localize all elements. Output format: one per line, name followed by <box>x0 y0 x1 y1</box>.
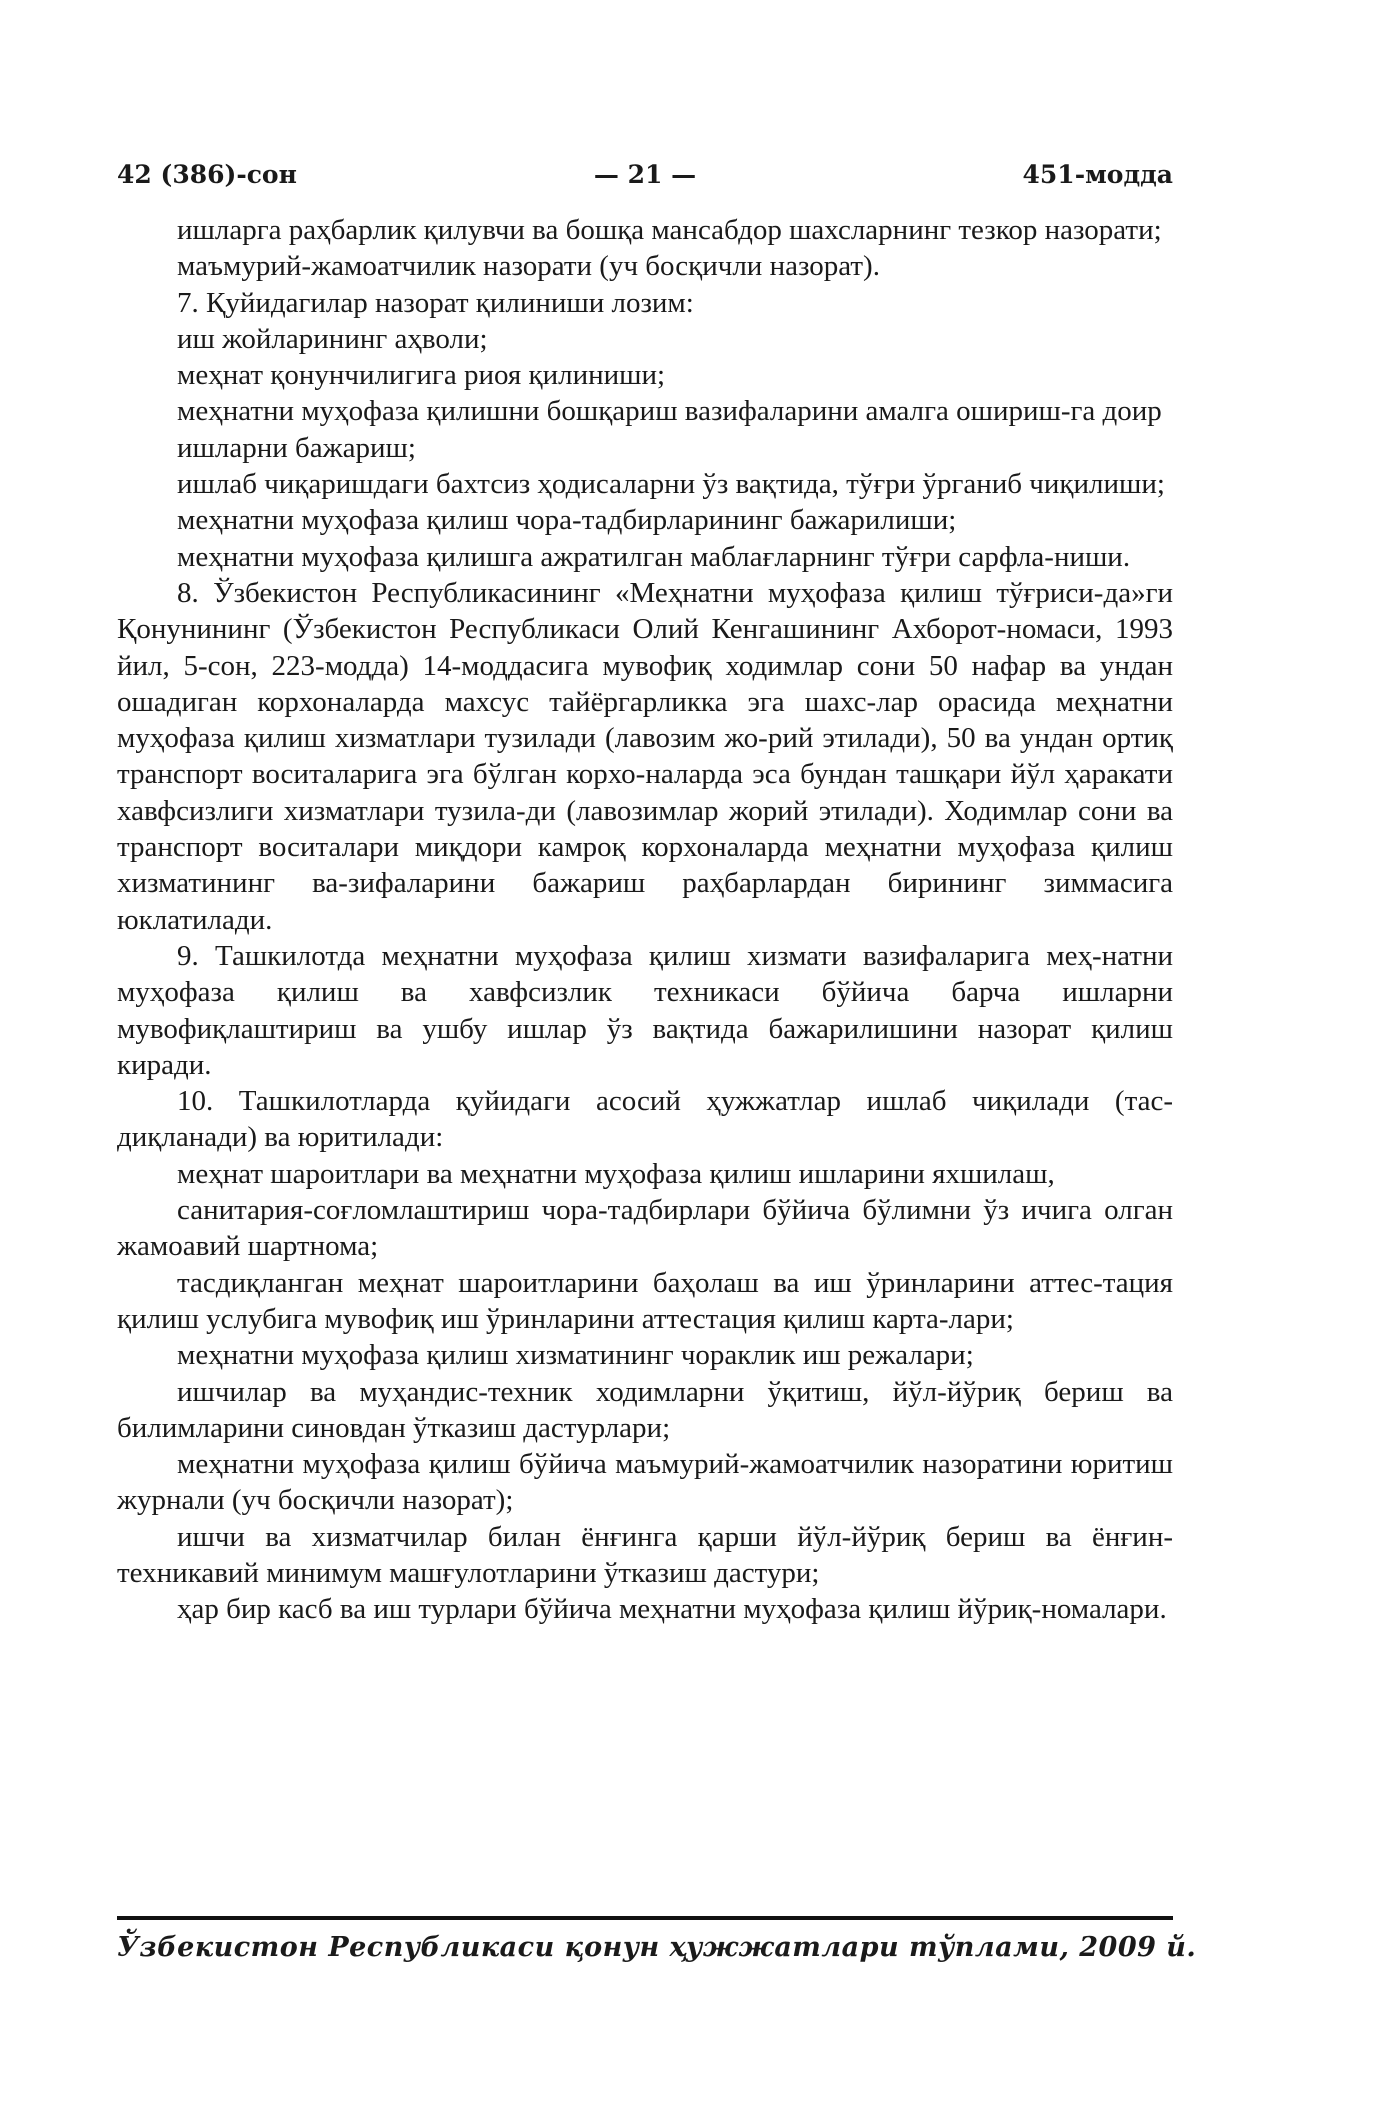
paragraph: тасдиқланган меҳнат шароитларини баҳолаш ва иш ўринларини аттес-тация қилиш услубига мувофиқ иш ўринларини аттестация қилиш карта-лари; <box>117 1266 1173 1335</box>
footer-source: Ўзбекистон Республикаси қонун ҳужжатлари тўплами, 2009 й. <box>117 1932 1197 1963</box>
paragraph: ҳар бир касб ва иш турлари бўйича меҳнатни муҳофаза қилиш йўриқ-номалари. <box>177 1593 1167 1626</box>
paragraph: санитария-соғломлаштириш чора-тадбирлари бўйича бўлимни ўз ичига олган жамоавий шартнома; <box>117 1194 1173 1263</box>
paragraph: меҳнатни муҳофаза қилиш хизматининг чораклик иш режалари; <box>177 1339 974 1372</box>
paragraph: меҳнатни муҳофаза қилишни бошқариш вазифаларини амалга ошириш-га доир <box>177 395 1162 428</box>
paragraph: меҳнат шароитлари ва меҳнатни муҳофаза қилиш ишларини яхшилаш, <box>177 1157 1055 1190</box>
page-header <box>117 160 1173 200</box>
paragraph: меҳнатни муҳофаза қилиш чора-тадбирларининг бажарилиши; <box>177 504 957 537</box>
document-body <box>117 212 1173 1628</box>
paragraph: ишлаб чиқаришдаги бахтсиз ҳодисаларни ўз вақтида, тўғри ўрганиб чиқилиши; <box>177 468 1165 501</box>
paragraph: маъмурий-жамоатчилик назорати (уч босқичли назорат). <box>177 250 880 283</box>
issue-number: 42 (386)-сон <box>117 160 297 189</box>
paragraph: ишчилар ва муҳандис-техник ходимларни ўқитиш, йўл-йўриқ бериш ва билимларини синовдан ўтказиш дастурлари; <box>117 1375 1173 1444</box>
paragraph: меҳнат қонунчилигига риоя қилиниши; <box>177 359 666 392</box>
paragraph: 9. Ташкилотда меҳнатни муҳофаза қилиш хизмати вазифаларига меҳ-натни муҳофаза қилиш ва хавфсизлик техникаси бўйича барча ишларни мувофиқлаштириш ва ушбу ишлар ўз вақтида бажарилишини назорат қилиш киради. <box>117 939 1173 1081</box>
paragraph: 10. Ташкилотларда қуйидаги асосий ҳужжатлар ишлаб чиқилади (тас-диқланади) ва юритилади: <box>117 1085 1173 1154</box>
paragraph: меҳнатни муҳофаза қилишга ажратилган маблағларнинг тўғри сарфла-ниши. <box>177 540 1131 573</box>
paragraph: меҳнатни муҳофаза қилиш бўйича маъмурий-жамоатчилик назоратини юритиш журнали (уч босқичли назорат); <box>117 1448 1173 1517</box>
paragraph: ишчи ва хизматчилар билан ёнғинга қарши йўл-йўриқ бериш ва ёнғин-техникавий минимум машғулотларини ўтказиш дастури; <box>117 1520 1173 1589</box>
paragraph: иш жойларининг аҳволи; <box>177 322 488 355</box>
paragraph: 8. Ўзбекистон Республикасининг «Меҳнатни муҳофаза қилиш тўғриси-да»ги Қонунининг (Ўзбекистон Республикаси Олий Кенгашининг Ахборот-номаси, 1993 йил, 5-сон, 223-модда) 14-моддасига мувофиқ ходимлар сони 50 нафар ва ундан ошадиган корхоналарда махсус тайёргарликка эга шахс-лар орасида меҳнатни муҳофаза қилиш хизматлари тузилади (лавозим жо-рий этилади), 50 ва ундан ортиқ транспорт воситаларига эга бўлган корхо-наларда эса бундан ташқари йўл ҳаракати хавфсизлиги хизматлари тузила-ди (лавозимлар жорий этилади). Ходимлар сони ва транспорт воситалари миқдори камроқ корхоналарда меҳнатни муҳофаза қилиш хизматининг ва-зифаларини бажариш раҳбарлардан бирининг зиммасига юклатилади. <box>117 576 1173 936</box>
paragraph: 7. Қуйидагилар назорат қилиниши лозим: <box>177 286 694 319</box>
paragraph: ишларни бажариш; <box>177 431 416 464</box>
footer-divider <box>117 1916 1173 1920</box>
article-number: 451-модда <box>1022 160 1173 189</box>
page-number: — 21 — <box>593 160 697 189</box>
paragraph: ишларга раҳбарлик қилувчи ва бошқа мансабдор шахсларнинг тезкор назорати; <box>177 214 1162 246</box>
